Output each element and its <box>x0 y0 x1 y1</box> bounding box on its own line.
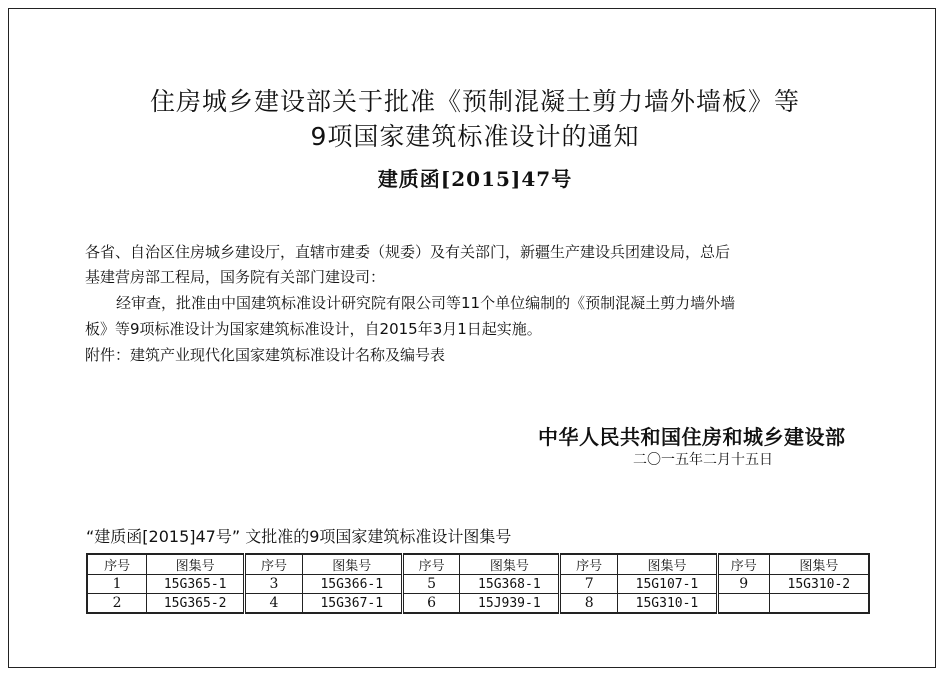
body-line-4: 板》等9项标准设计为国家建筑标准设计，自2015年3月1日起实施。 <box>85 320 542 338</box>
seq-cell: 1 <box>87 575 147 594</box>
body-line-1: 各省、自治区住房城乡建设厅，直辖市建委（规委）及有关部门，新疆生产建设兵团建设局，总后 <box>85 243 731 261</box>
body-line-2: 基建营房部工程局，国务院有关部门建设司： <box>85 268 386 286</box>
atlas-code-cell: 15J939-1 <box>460 594 560 614</box>
header-code: 图集号 <box>769 554 869 575</box>
atlas-code-cell: 15G310-2 <box>769 575 869 594</box>
header-seq: 序号 <box>717 554 769 575</box>
table-row <box>87 594 869 614</box>
atlas-code-cell: 15G310-1 <box>618 594 718 614</box>
atlas-number-table <box>86 553 870 614</box>
table-title: “建质函[2015]47号” 文批准的9项国家建筑标准设计图集号 <box>86 527 512 546</box>
document-number: 建质函[2015]47号 <box>377 167 573 191</box>
atlas-code-cell: 15G365-1 <box>147 575 245 594</box>
seq-cell: 4 <box>245 594 303 614</box>
seq-cell: 3 <box>245 575 303 594</box>
issue-date: 二〇一五年二月十五日 <box>633 452 773 468</box>
atlas-code-cell <box>769 594 869 614</box>
table-header-row <box>87 554 869 575</box>
atlas-code-cell: 15G107-1 <box>618 575 718 594</box>
header-seq: 序号 <box>245 554 303 575</box>
notice-title-line1: 住房城乡建设部关于批准《预制混凝土剪力墙外墙板》等 <box>149 87 800 116</box>
header-code: 图集号 <box>147 554 245 575</box>
seq-cell: 2 <box>87 594 147 614</box>
seq-cell: 8 <box>560 594 618 614</box>
seq-cell <box>717 594 769 614</box>
header-seq: 序号 <box>560 554 618 575</box>
atlas-code-cell: 15G365-2 <box>147 594 245 614</box>
header-code: 图集号 <box>302 554 402 575</box>
attachment-line: 附件：建筑产业现代化国家建筑标准设计名称及编号表 <box>85 346 446 364</box>
notice-title-line2: 9项国家建筑标准设计的通知 <box>310 122 640 151</box>
atlas-code-cell: 15G368-1 <box>460 575 560 594</box>
header-code: 图集号 <box>460 554 560 575</box>
body-line-3: 经审查，批准由中国建筑标准设计研究院有限公司等11个单位编制的《预制混凝土剪力墙外墙 <box>116 294 736 312</box>
seq-cell: 7 <box>560 575 618 594</box>
issuer-name: 中华人民共和国住房和城乡建设部 <box>538 425 846 449</box>
seq-cell: 9 <box>717 575 769 594</box>
seq-cell: 6 <box>402 594 460 614</box>
header-seq: 序号 <box>402 554 460 575</box>
table-row <box>87 575 869 594</box>
header-code: 图集号 <box>618 554 718 575</box>
atlas-code-cell: 15G367-1 <box>302 594 402 614</box>
seq-cell: 5 <box>402 575 460 594</box>
atlas-code-cell: 15G366-1 <box>302 575 402 594</box>
header-seq: 序号 <box>87 554 147 575</box>
